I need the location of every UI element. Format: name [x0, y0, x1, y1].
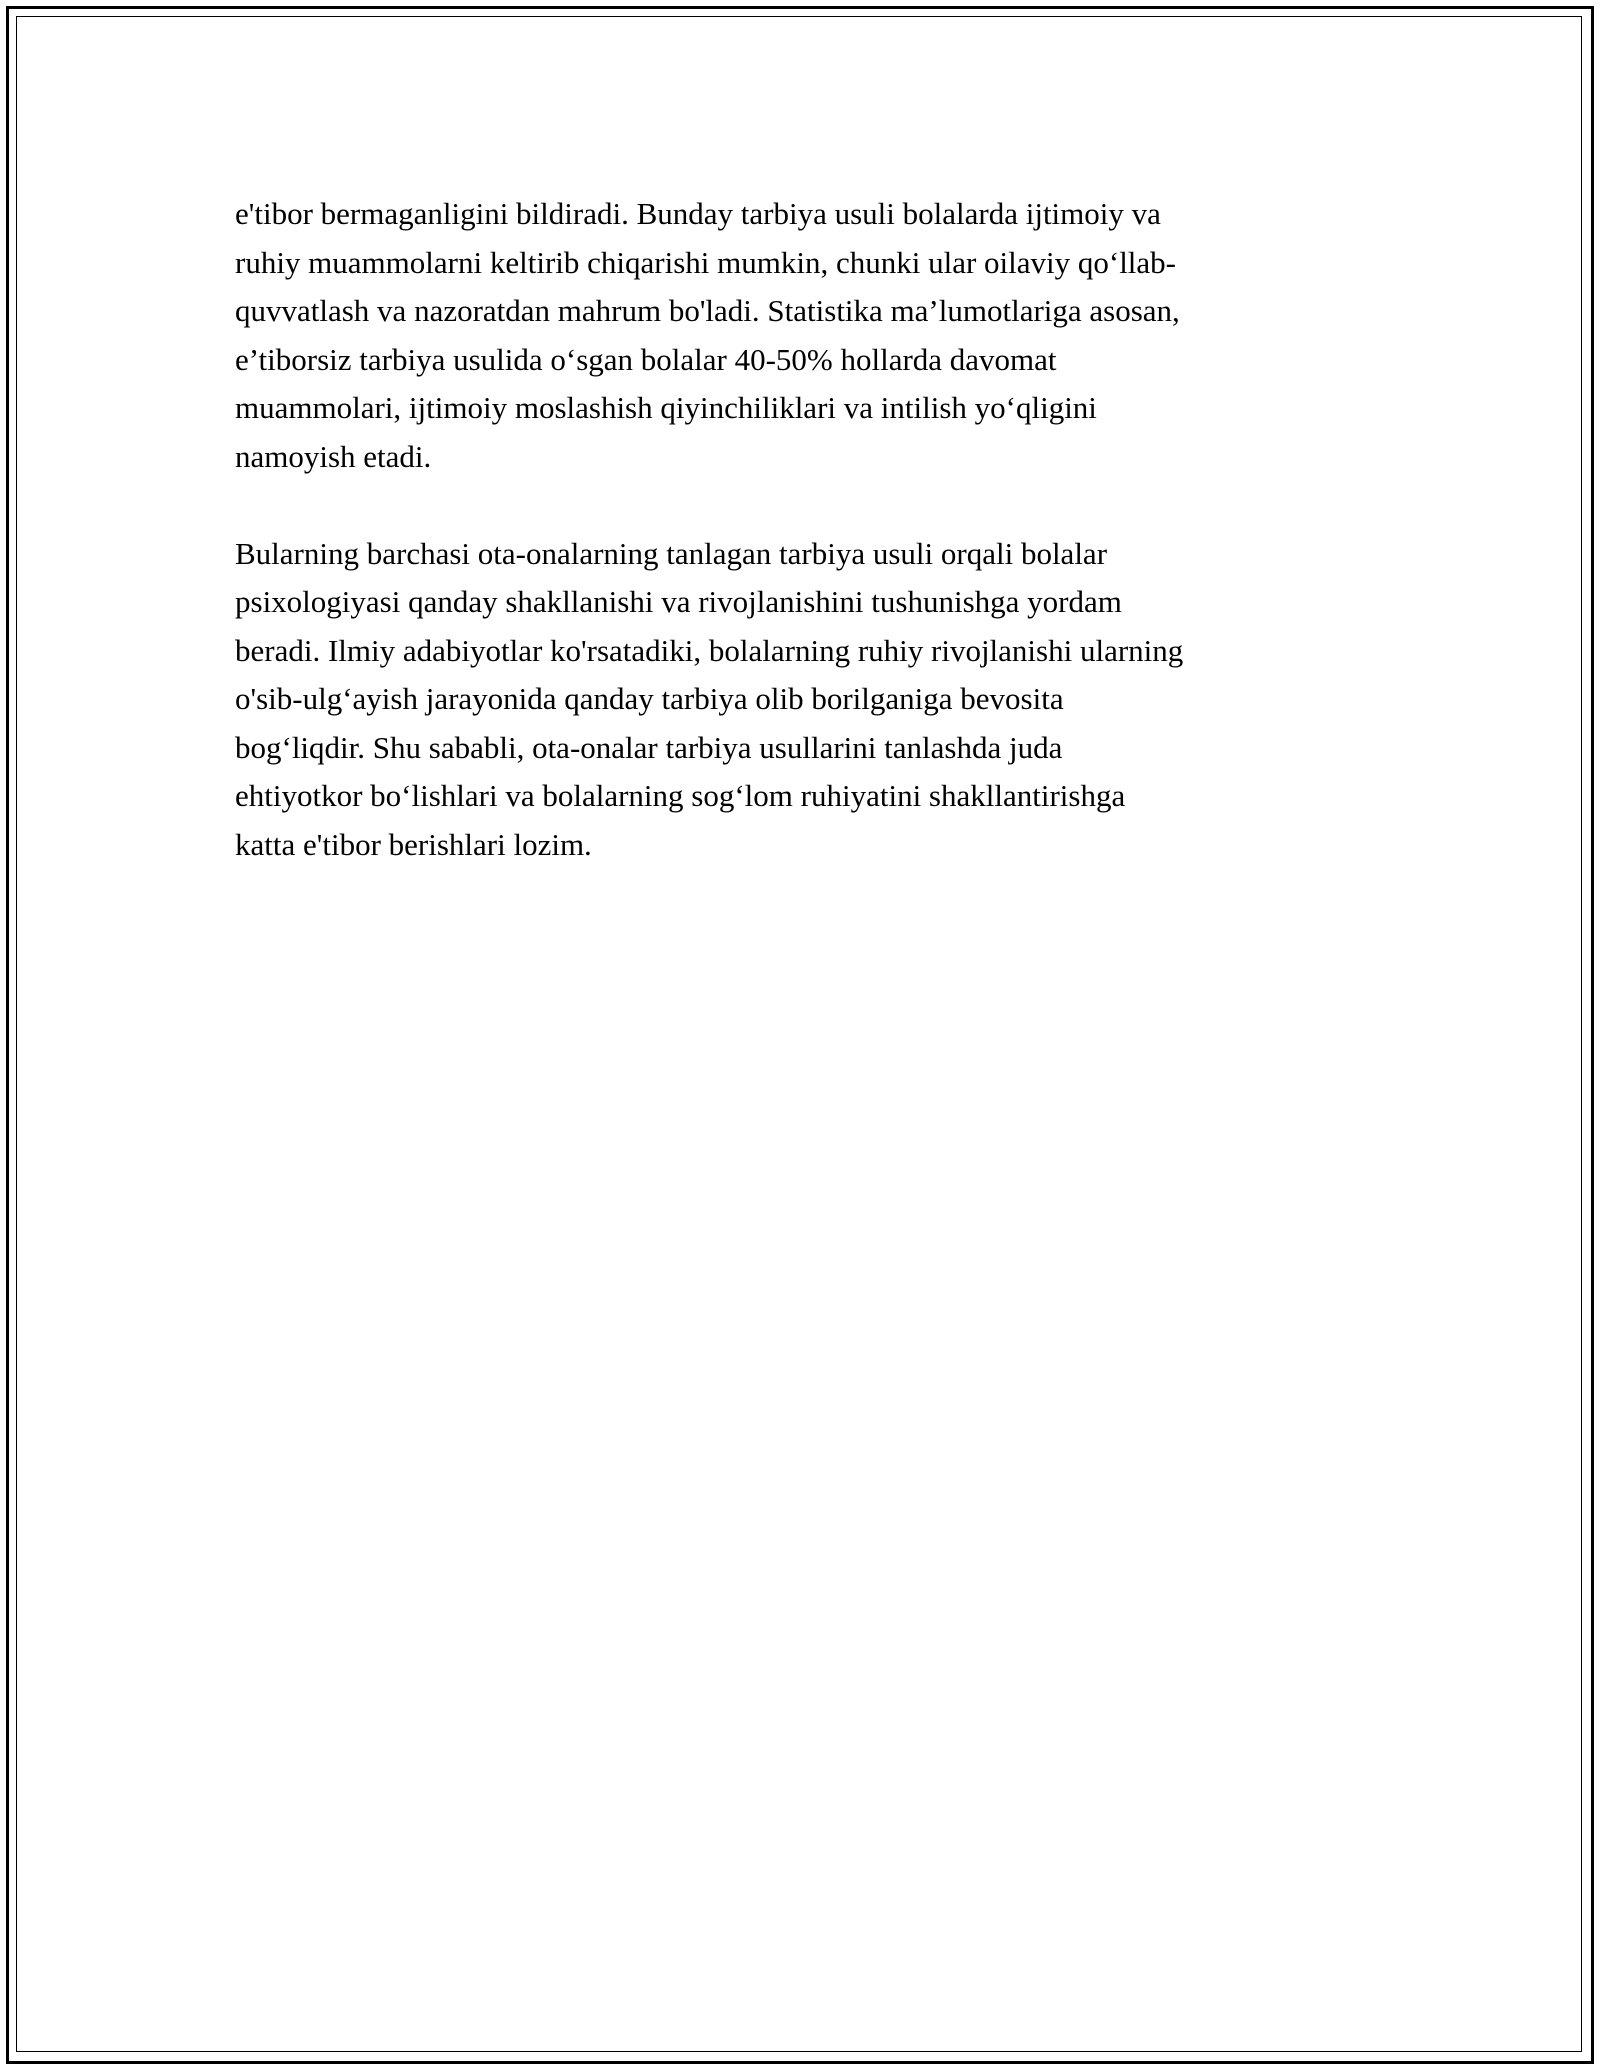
paragraph-line: quvvatlash va nazoratdan mahrum bo'ladi. Statistika ma’lumotlariga asosan,	[235, 293, 1180, 328]
paragraph-line: o'sib-ulg‘ayish jarayonida qanday tarbiya olib borilganiga bevosita	[235, 681, 1064, 716]
paragraph-line: e’tiborsiz tarbiya usulida o‘sgan bolalar 40-50% hollarda davomat	[235, 341, 1057, 377]
paragraph-line: ehtiyotkor bo‘lishlari va bolalarning sog‘lom ruhiyatini shakllantirishga	[235, 778, 1126, 813]
paragraph-2	[235, 530, 1375, 870]
paragraph-line: bog‘liqdir. Shu sababli, ota-onalar tarbiya usullarini tanlashda juda	[235, 729, 1063, 765]
paragraph-line: namoyish etadi.	[235, 438, 432, 474]
paragraph-line: katta e'tibor berishlari lozim.	[235, 826, 592, 862]
paragraph-1	[235, 190, 1375, 481]
document-body	[235, 190, 1375, 869]
paragraph-line: beradi. Ilmiy adabiyotlar ko'rsatadiki, bolalarning ruhiy rivojlanishi ularning	[235, 632, 1184, 668]
paragraph-line: Bularning barchasi ota-onalarning tanlagan tarbiya usuli orqali bolalar	[235, 535, 1108, 571]
paragraph-line: psixologiyasi qanday shakllanishi va rivojlanishini tushunishga yordam	[235, 584, 1122, 619]
paragraph-line: e'tibor bermaganligini bildiradi. Bunday tarbiya usuli bolalarda ijtimoiy va	[235, 196, 1161, 231]
paragraph-line: muammolari, ijtimoiy moslashish qiyinchiliklari va intilish yo‘qligini	[235, 390, 1097, 425]
paragraph-line: ruhiy muammolarni keltirib chiqarishi mumkin, chunki ular oilaviy qo‘llab-	[235, 244, 1177, 280]
